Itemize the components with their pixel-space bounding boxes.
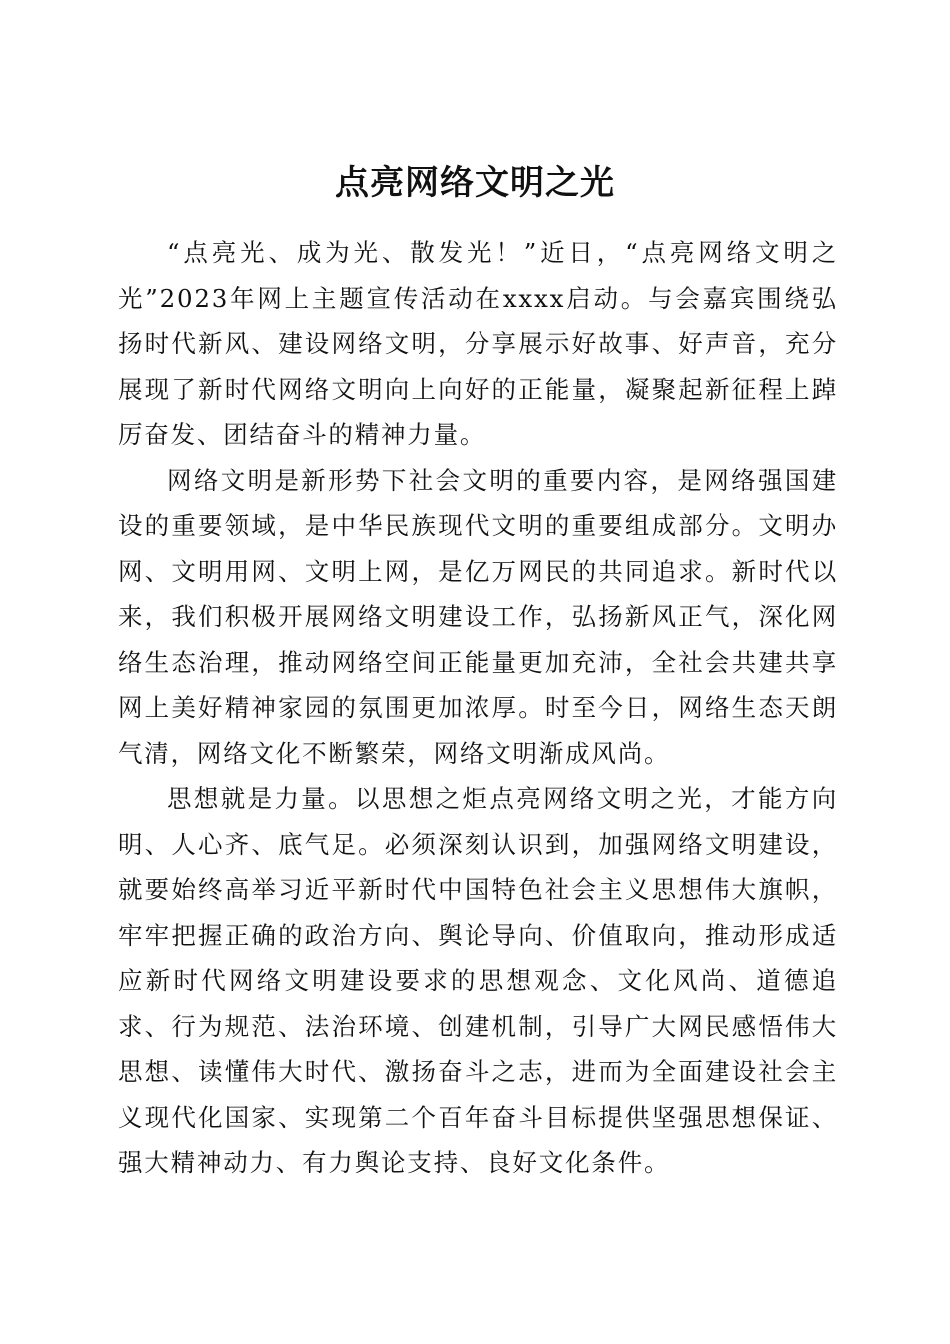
document-title: 点亮网络文明之光: [335, 162, 615, 203]
paragraph-1: “点亮光、成为光、散发光！”近日，“点亮网络文明之光”2023年网上主题宣传活动在xxxx启动。与会嘉宾围绕弘扬时代新风、建设网络文明，分享展示好故事、好声音，充分展现了新时代网络文明向上向好的正能量，凝聚起新征程上踔厉奋发、团结奋斗的精神力量。: [118, 238, 838, 449]
document-body: [118, 230, 838, 1186]
paragraph-2: 网络文明是新形势下社会文明的重要内容，是网络强国建设的重要领域，是中华民族现代文明的重要组成部分。文明办网、文明用网、文明上网，是亿万网民的共同追求。新时代以来，我们积极开展网络文明建设工作，弘扬新风正气，深化网络生态治理，推动网络空间正能量更加充沛，全社会共建共享网上美好精神家园的氛围更加浓厚。时至今日，网络生态天朗气清，网络文化不断繁荣，网络文明渐成风尚。: [118, 465, 838, 768]
paragraph-3: 思想就是力量。以思想之炬点亮网络文明之光，才能方向明、人心齐、底气足。必须深刻认识到，加强网络文明建设，就要始终高举习近平新时代中国特色社会主义思想伟大旗帜，牢牢把握正确的政治方向、舆论导向、价值取向，推动形成适应新时代网络文明建设要求的思想观念、文化风尚、道德追求、行为规范、法治环境、创建机制，引导广大网民感悟伟大思想、读懂伟大时代、激扬奋斗之志，进而为全面建设社会主义现代化国家、实现第二个百年奋斗目标提供坚强思想保证、强大精神动力、有力舆论支持、良好文化条件。: [118, 784, 838, 1177]
